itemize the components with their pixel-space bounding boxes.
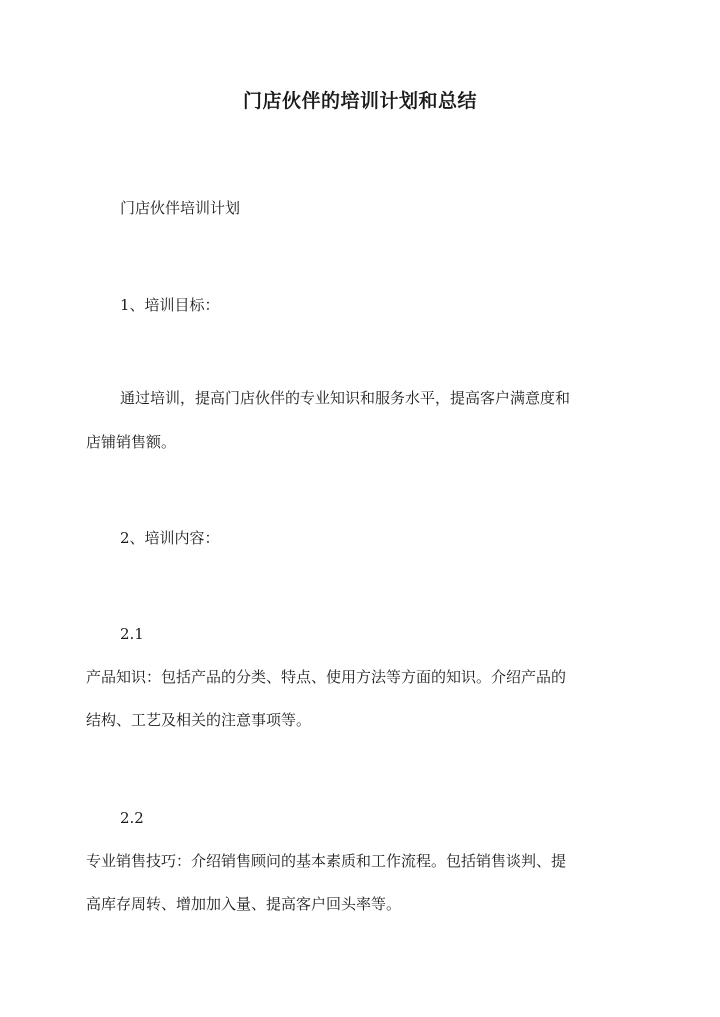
subsection-2-2-number: 2.2 [120, 809, 144, 827]
sales-skills-line-1: 专业销售技巧：介绍销售顾问的基本素质和工作流程。包括销售谈判、提 [86, 852, 567, 870]
page-title: 门店伙伴的培训计划和总结 [242, 90, 477, 112]
product-knowledge-line-1: 产品知识：包括产品的分类、特点、使用方法等方面的知识。介绍产品的 [86, 668, 567, 686]
objective-paragraph-line-2: 店铺销售额。 [86, 433, 177, 451]
subsection-2-1-number: 2.1 [120, 625, 144, 643]
plan-heading: 门店伙伴培训计划 [120, 199, 241, 217]
section-2-heading: 2、培训内容： [120, 529, 220, 547]
objective-paragraph-line-1: 通过培训，提高门店伙伴的专业知识和服务水平，提高客户满意度和 [120, 389, 571, 407]
section-1-heading: 1、培训目标： [120, 296, 220, 314]
product-knowledge-line-2: 结构、工艺及相关的注意事项等。 [86, 711, 312, 729]
sales-skills-line-2: 高库存周转、增加加入量、提高客户回头率等。 [86, 895, 402, 913]
